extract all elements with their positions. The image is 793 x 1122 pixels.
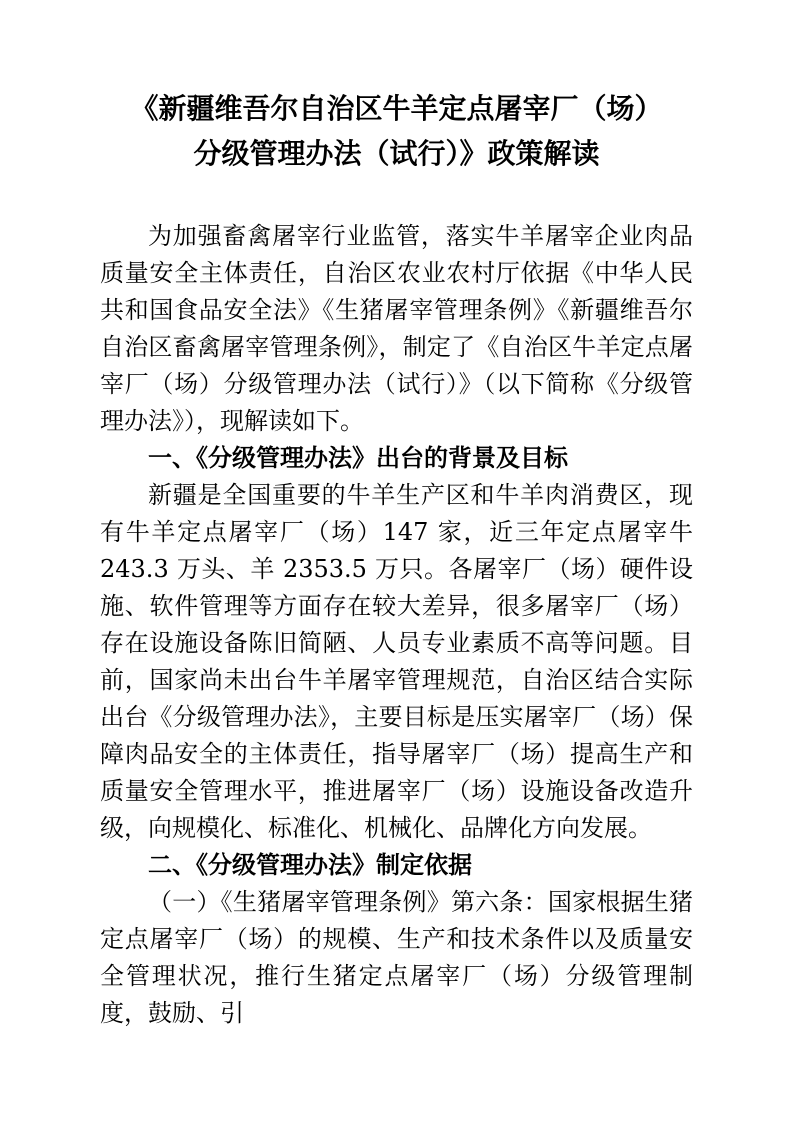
section-1-paragraph: 新疆是全国重要的牛羊生产区和牛羊肉消费区，现有牛羊定点屠宰厂（场）147 家，近三年定点屠宰牛 243.3 万头、羊 2353.5 万只。各屠宰厂（场）硬件设施、软件管理等方面存在较大差异，很多屠宰厂（场）存在设施设备陈旧简陋、人员专业素质不高等问题。目前，国家尚未出台牛羊屠宰管理规范，自治区结合实际出台《分级管理办法》，主要目标是压实屠宰厂（场）保障肉品安全的主体责任，指导屠宰厂（场）提高生产和质量安全管理水平，推进屠宰厂（场）设施设备改造升级，向规模化、标准化、机械化、品牌化方向发展。 — [100, 481, 693, 842]
section-2-heading: 二、《分级管理办法》制定依据 — [148, 851, 472, 879]
section-2-paragraph: （一）《生猪屠宰管理条例》第六条：国家根据生猪定点屠宰厂（场）的规模、生产和技术条件以及质量安全管理状况，推行生猪定点屠宰厂（场）分级管理制度，鼓励、引 — [100, 888, 693, 1027]
document-title: 《新疆维吾尔自治区牛羊定点屠宰厂（场）分级管理办法（试行）》政策解读 — [130, 92, 663, 170]
document-content — [100, 86, 693, 1032]
intro-paragraph: 为加强畜禽屠宰行业监管，落实牛羊屠宰企业肉品质量安全主体责任，自治区农业农村厅依据《中华人民共和国食品安全法》《生猪屠宰管理条例》《新疆维吾尔自治区畜禽屠宰管理条例》，制定了《自治区牛羊定点屠宰厂（场）分级管理办法（试行）》（以下简称《分级管理办法》），现解读如下。 — [100, 222, 693, 435]
section-1-heading: 一、《分级管理办法》出台的背景及目标 — [148, 444, 568, 472]
